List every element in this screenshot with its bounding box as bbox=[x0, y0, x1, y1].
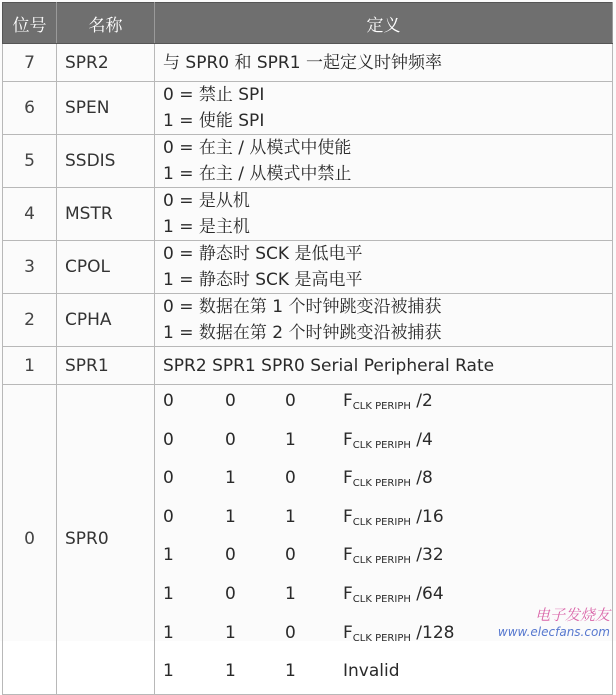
definition-line: 0 = 在主 / 从模式中使能 bbox=[163, 138, 352, 158]
definition-line: 1 = 数据在第 2 个时钟跳变沿被捕获 bbox=[163, 323, 442, 343]
name-cell: SPR0 bbox=[57, 385, 155, 695]
rate-spr1-value: 0 bbox=[225, 429, 236, 450]
register-row bbox=[3, 135, 613, 188]
bit-cell: 0 bbox=[3, 385, 57, 695]
rate-frequency-label: F bbox=[343, 622, 353, 643]
rate-spr1-value: 0 bbox=[225, 583, 236, 604]
name-cell: SSDIS bbox=[57, 135, 155, 188]
rate-frequency-subscript: CLK PERIPH bbox=[352, 439, 411, 451]
rate-spr2-value: 1 bbox=[163, 545, 174, 566]
definition-cell bbox=[155, 294, 613, 347]
rate-spr2-value: 1 bbox=[163, 622, 174, 643]
rate-frequency bbox=[343, 501, 612, 540]
definition-cell bbox=[155, 188, 613, 241]
rate-spr1-value: 1 bbox=[225, 622, 236, 643]
definition-cell bbox=[155, 44, 613, 82]
rate-frequency-label: F bbox=[343, 468, 353, 489]
rate-spr0-value: 0 bbox=[285, 622, 296, 643]
rate-frequency-label: F bbox=[343, 583, 353, 604]
rate-spr1-value: 0 bbox=[225, 545, 236, 566]
rate-spr0-value: 1 bbox=[285, 661, 296, 682]
rate-frequency-label: Invalid bbox=[343, 661, 400, 682]
register-row bbox=[3, 241, 613, 294]
rate-spr2-value: 0 bbox=[163, 391, 174, 411]
rate-spr1-value: 1 bbox=[225, 661, 236, 682]
definition-cell bbox=[155, 347, 613, 385]
rate-grid bbox=[163, 385, 612, 694]
register-row bbox=[3, 188, 613, 241]
rate-divider: /8 bbox=[410, 468, 433, 489]
table-header-row bbox=[3, 3, 613, 44]
rate-frequency-label: F bbox=[343, 429, 353, 450]
rate-spr0-value: 1 bbox=[285, 429, 296, 450]
rate-frequency-subscript: CLK PERIPH bbox=[352, 632, 411, 644]
bit-cell: 5 bbox=[3, 135, 57, 188]
definition-line: 与 SPR0 和 SPR1 一起定义时钟频率 bbox=[163, 52, 442, 73]
rate-divider: /32 bbox=[410, 545, 444, 566]
header-definition: 定义 bbox=[155, 3, 613, 44]
rate-divider: /128 bbox=[410, 622, 455, 643]
watermark-title: 电子发烧友 bbox=[534, 606, 610, 624]
definition-line: 0 = 是从机 bbox=[163, 191, 250, 211]
rate-frequency-subscript: CLK PERIPH bbox=[352, 516, 411, 528]
definition-cell bbox=[155, 135, 613, 188]
rate-spr0-value: 1 bbox=[285, 583, 296, 604]
definition-line: 1 = 是主机 bbox=[163, 217, 250, 237]
bit-cell: 2 bbox=[3, 294, 57, 347]
definition-line: 0 = 禁止 SPI bbox=[163, 85, 265, 105]
rate-divider: /4 bbox=[410, 429, 433, 450]
register-row bbox=[3, 294, 613, 347]
rate-frequency bbox=[343, 385, 612, 424]
definition-line: 0 = 静态时 SCK 是低电平 bbox=[163, 244, 363, 264]
bit-cell: 7 bbox=[3, 44, 57, 82]
rate-spr0-value: 0 bbox=[285, 391, 296, 411]
definition-line: 1 = 使能 SPI bbox=[163, 111, 265, 131]
register-row bbox=[3, 44, 613, 82]
register-row-spr0 bbox=[3, 385, 613, 695]
bit-cell: 1 bbox=[3, 347, 57, 385]
name-cell: CPOL bbox=[57, 241, 155, 294]
name-cell: SPEN bbox=[57, 82, 155, 135]
site-watermark bbox=[498, 604, 610, 639]
rate-frequency-label: F bbox=[343, 506, 353, 527]
rate-frequency-subscript: CLK PERIPH bbox=[352, 401, 411, 412]
rate-frequency-label: F bbox=[343, 391, 353, 411]
bit-cell: 6 bbox=[3, 82, 57, 135]
definition-line: 1 = 静态时 SCK 是高电平 bbox=[163, 270, 363, 290]
rate-spr0-value: 0 bbox=[285, 545, 296, 566]
rate-spr1-value: 0 bbox=[225, 391, 236, 411]
rate-spr2-value: 0 bbox=[163, 506, 174, 527]
rate-frequency-subscript: CLK PERIPH bbox=[352, 593, 411, 605]
rate-spr1-value: 1 bbox=[225, 506, 236, 527]
rate-spr0-value: 0 bbox=[285, 468, 296, 489]
watermark-url: www.elecfans.com bbox=[497, 625, 610, 639]
rate-spr2-value: 1 bbox=[163, 583, 174, 604]
bit-cell: 3 bbox=[3, 241, 57, 294]
name-cell: MSTR bbox=[57, 188, 155, 241]
register-row bbox=[3, 82, 613, 135]
spcr-register-table bbox=[2, 2, 613, 695]
rate-spr2-value: 1 bbox=[163, 661, 174, 682]
register-row bbox=[3, 347, 613, 385]
rate-frequency-subscript: CLK PERIPH bbox=[352, 555, 411, 567]
rate-spr1-value: 1 bbox=[225, 468, 236, 489]
definition-line: 0 = 数据在第 1 个时钟跳变沿被捕获 bbox=[163, 297, 442, 317]
rate-frequency-label: F bbox=[343, 545, 353, 566]
definition-line: 1 = 在主 / 从模式中禁止 bbox=[163, 164, 352, 184]
rate-divider: /2 bbox=[410, 391, 433, 411]
rate-divider: /16 bbox=[410, 506, 444, 527]
name-cell: SPR2 bbox=[57, 44, 155, 82]
header-name: 名称 bbox=[57, 3, 155, 44]
definition-cell bbox=[155, 82, 613, 135]
rate-spr2-value: 0 bbox=[163, 468, 174, 489]
rate-frequency-subscript: CLK PERIPH bbox=[352, 478, 411, 490]
bit-cell: 4 bbox=[3, 188, 57, 241]
rate-frequency bbox=[343, 462, 612, 501]
definition-cell bbox=[155, 241, 613, 294]
rate-frequency bbox=[343, 539, 612, 578]
definition-line: SPR2 SPR1 SPR0 Serial Peripheral Rate bbox=[163, 355, 495, 376]
rate-spr2-value: 0 bbox=[163, 429, 174, 450]
rate-frequency bbox=[343, 424, 612, 463]
rate-table-cell bbox=[155, 385, 613, 695]
name-cell: CPHA bbox=[57, 294, 155, 347]
rate-frequency bbox=[343, 655, 612, 694]
rate-divider: /64 bbox=[410, 583, 444, 604]
name-cell: SPR1 bbox=[57, 347, 155, 385]
rate-spr0-value: 1 bbox=[285, 506, 296, 527]
header-bit: 位号 bbox=[3, 3, 57, 44]
